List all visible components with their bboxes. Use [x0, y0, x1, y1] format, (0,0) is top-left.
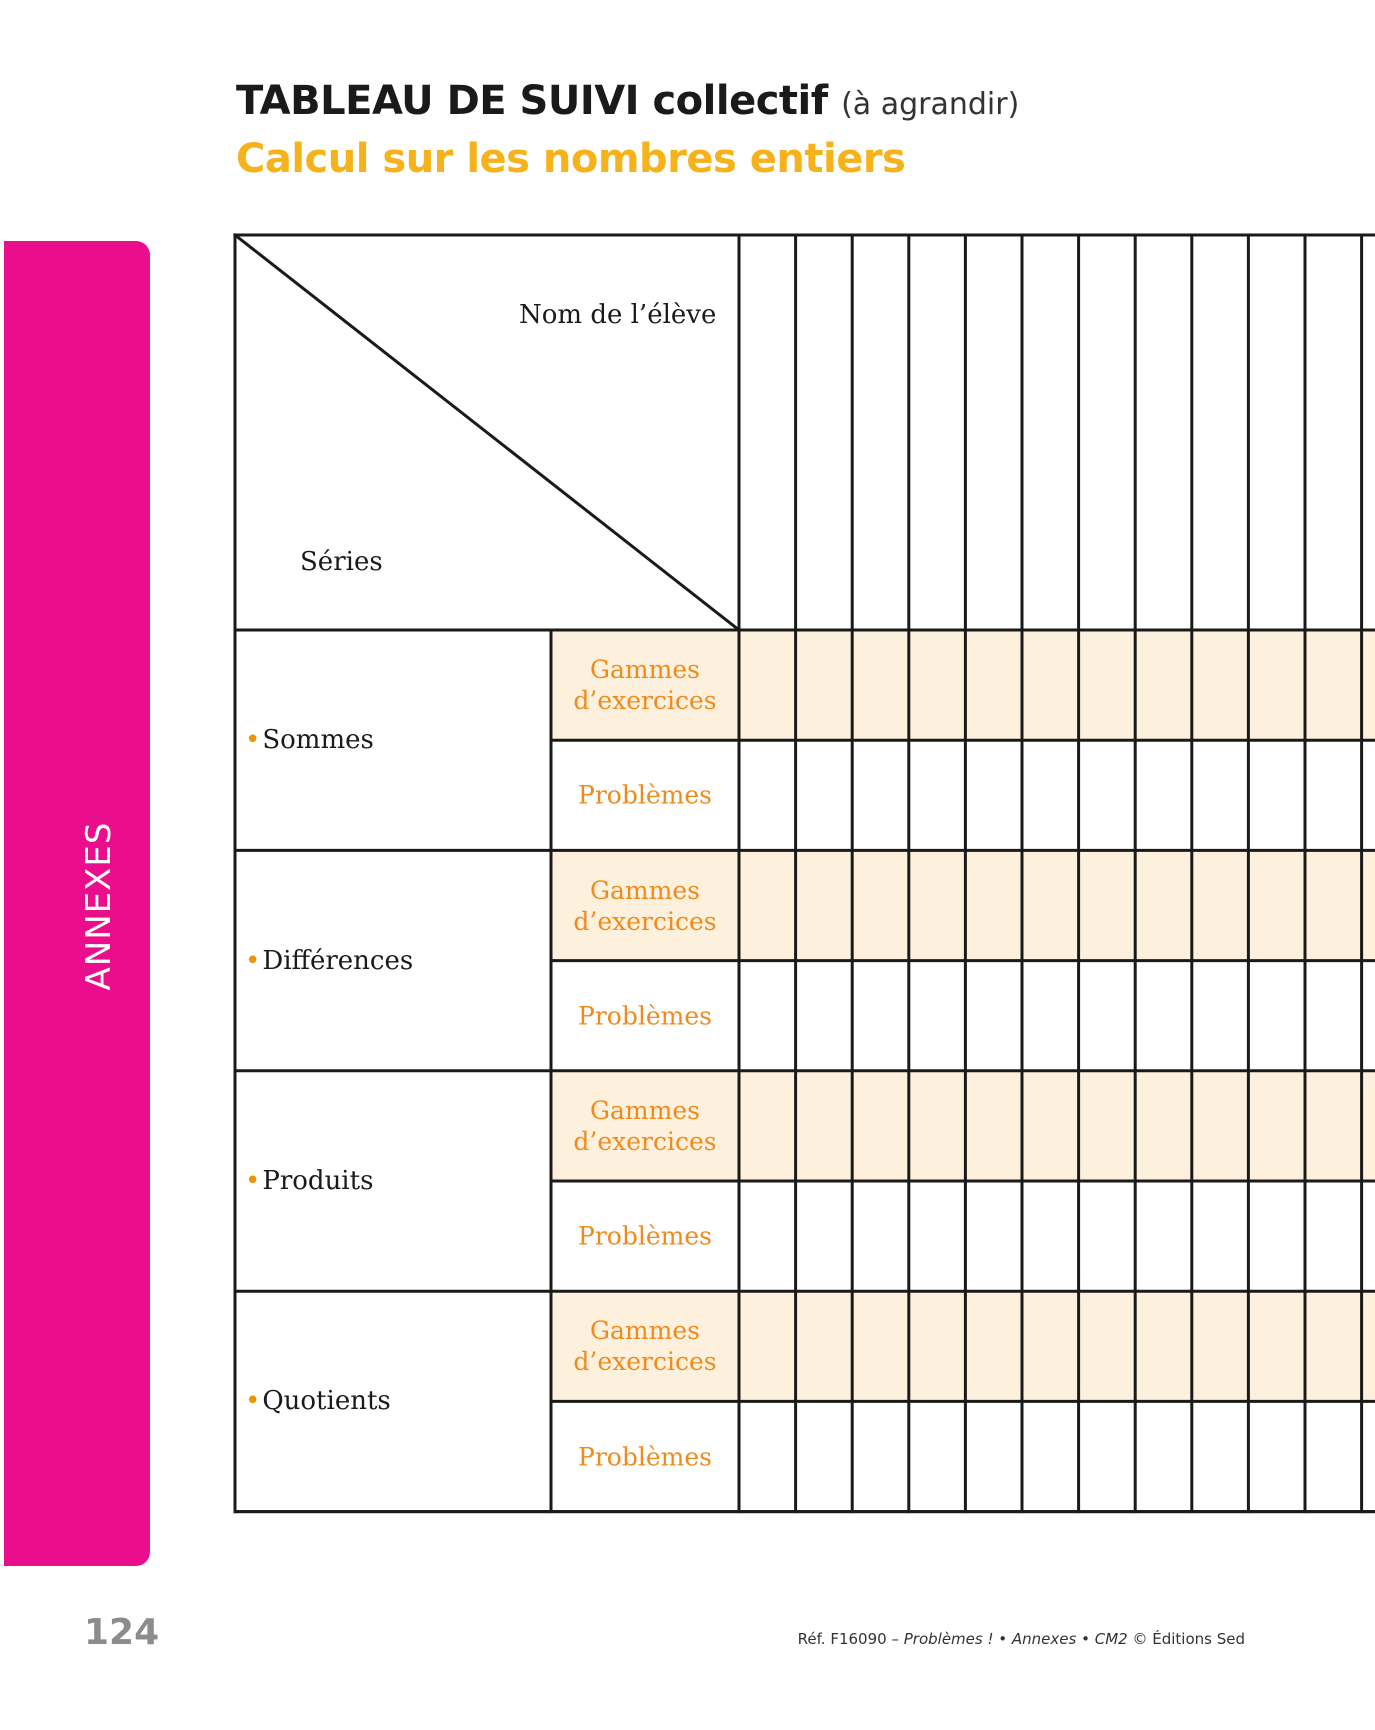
footer-ref: Réf. F16090 – [797, 1630, 899, 1648]
sub-row-label: Problèmes [578, 780, 712, 810]
header-series-label: Séries [300, 547, 383, 577]
category-label [245, 1166, 373, 1196]
footer-copyright: © Éditions Sed [1132, 1630, 1245, 1648]
title-note: (à agrandir) [841, 87, 1020, 122]
footer-book: Problèmes ! [903, 1630, 994, 1648]
category-name: Quotients [262, 1386, 391, 1417]
footer-section: Annexes [1011, 1630, 1077, 1648]
sub-row-label: Problèmes [578, 1001, 712, 1031]
category-label [245, 946, 413, 976]
category-name: Sommes [262, 725, 374, 756]
page-subtitle: Calcul sur les nombres entiers [236, 136, 906, 182]
title-main: TABLEAU DE SUIVI collectif [236, 78, 828, 124]
footer-level: CM2 [1094, 1630, 1128, 1648]
footer-reference [798, 1630, 1245, 1648]
sub-row-label: Gammes d’exercices [573, 1316, 717, 1377]
bullet-icon: • [245, 945, 261, 976]
sub-row-label: Gammes d’exercices [573, 655, 717, 716]
sub-row-label: Problèmes [578, 1442, 712, 1471]
sub-row-label: Problèmes [578, 1221, 712, 1251]
page-number: 124 [84, 1612, 160, 1653]
sub-row-label: Gammes d’exercices [573, 875, 717, 936]
bullet-icon: • [245, 725, 261, 756]
category-label [245, 1386, 391, 1416]
category-name: Différences [262, 945, 414, 976]
bullet-icon: • [245, 1166, 261, 1196]
bullet-icon: • [245, 1386, 261, 1417]
footer-separator: • [1076, 1630, 1095, 1648]
category-name: Produits [262, 1166, 374, 1196]
side-tab-label: ANNEXES [79, 821, 119, 991]
category-label [245, 725, 374, 755]
sub-row-label: Gammes d’exercices [573, 1095, 717, 1156]
footer-separator: • [993, 1630, 1012, 1648]
header-student-name-label: Nom de l’élève [519, 300, 717, 330]
